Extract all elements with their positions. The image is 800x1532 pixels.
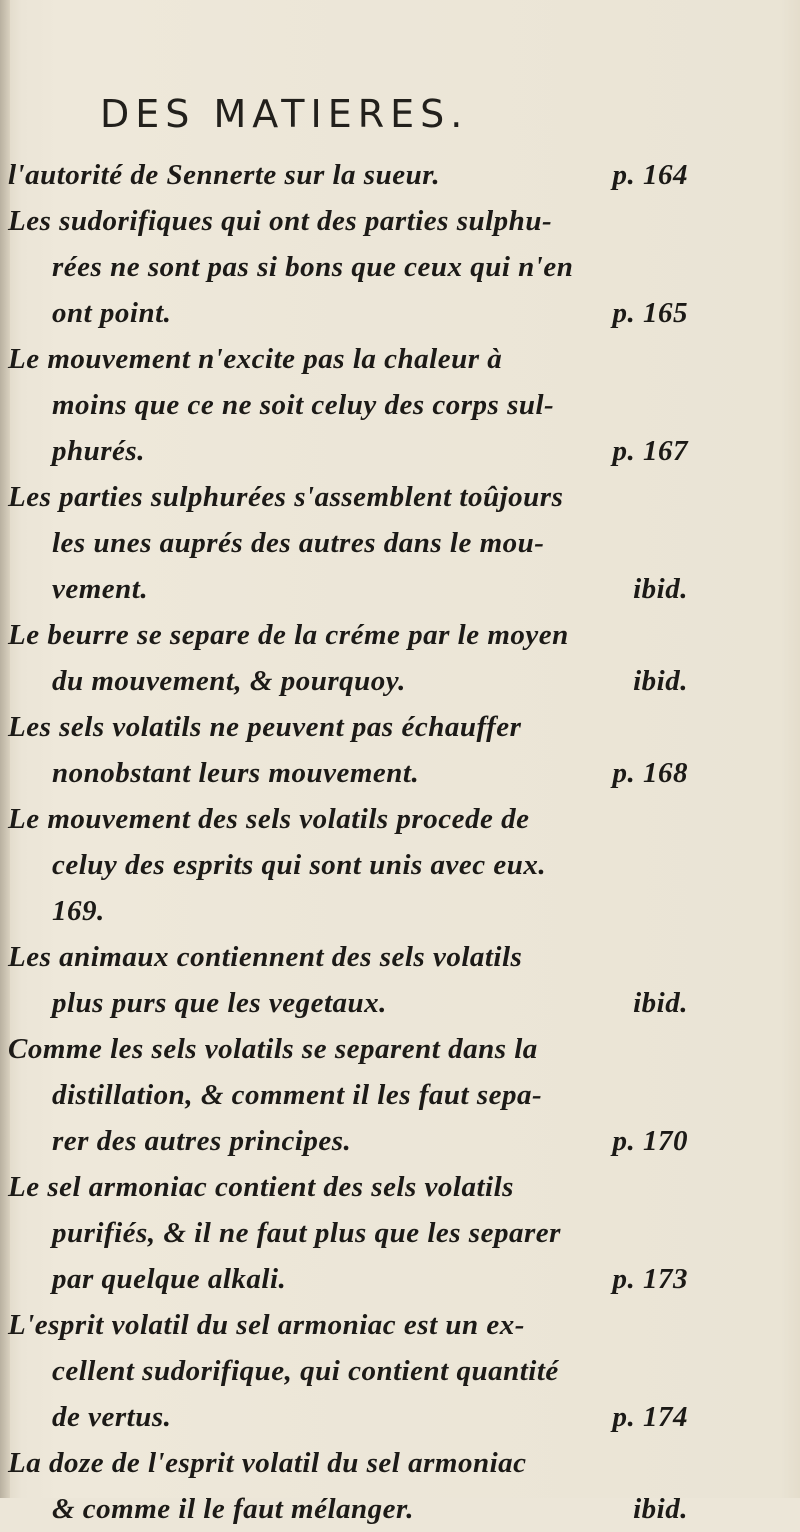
index-entry [8, 198, 788, 336]
index-entry [8, 1026, 788, 1164]
index-entry-line [8, 1394, 788, 1440]
page-header: DES MATIERES. [100, 92, 469, 136]
page-reference: p. 164 [612, 159, 688, 191]
page-reference: p. 173 [612, 1263, 688, 1295]
index-entry-text: du mouvement, & pourquoy. [52, 665, 406, 697]
index-entry-text: Les animaux contiennent des sels volatils [8, 941, 523, 973]
page-reference: p. 170 [612, 1125, 688, 1157]
index-entry-text: cellent sudorifique, qui contient quantité [52, 1355, 559, 1387]
index-entry-line [8, 566, 788, 612]
index-entry-line [8, 1210, 788, 1256]
index-entry-text: L'esprit volatil du sel armoniac est un ex- [8, 1309, 525, 1341]
index-entry-line [8, 428, 788, 474]
index-entry-line [8, 474, 788, 520]
index-entry-line [8, 750, 788, 796]
index-entry-text: Le mouvement des sels volatils procede de [8, 803, 530, 835]
index-entry-line [8, 1348, 788, 1394]
index-entry-text: l'autorité de Sennerte sur la sueur. [8, 159, 441, 191]
index-entry-text: Comme les sels volatils se separent dans la [8, 1033, 538, 1065]
index-entry-text: Les sels volatils ne peuvent pas échauffer [8, 711, 522, 743]
index-entry-text: Les parties sulphurées s'assemblent toûjours [8, 481, 564, 513]
index-entry-text: de vertus. [52, 1401, 172, 1433]
index-entry-text: plus purs que les vegetaux. [52, 987, 387, 1019]
index-entry-text: Le mouvement n'excite pas la chaleur à [8, 343, 503, 375]
page-reference: p. 174 [612, 1401, 688, 1433]
index-entry-line [8, 382, 788, 428]
index-entry-line [8, 1440, 788, 1486]
index-entry-line [8, 796, 788, 842]
index-entry-line [8, 520, 788, 566]
index-entry-line [8, 1302, 788, 1348]
index-entry-line [8, 612, 788, 658]
index-entry-text: vement. [52, 573, 149, 605]
page-reference: ibid. [633, 987, 688, 1019]
page-reference: p. 167 [612, 435, 688, 467]
index-entry [8, 474, 788, 612]
index-entry-text: celuy des esprits qui sont unis avec eux. [52, 849, 547, 881]
page-reference: p. 168 [612, 757, 688, 789]
index-entry-text: rées ne sont pas si bons que ceux qui n'en [52, 251, 574, 283]
index-entry-line [8, 336, 788, 382]
index-entry-line [8, 1072, 788, 1118]
index-entries [8, 152, 788, 1532]
page-reference: ibid. [633, 665, 688, 697]
index-entry-line [8, 244, 788, 290]
page-reference: p. 165 [612, 297, 688, 329]
index-entry-text: moins que ce ne soit celuy des corps sul- [52, 389, 555, 421]
index-entry-line [8, 1026, 788, 1072]
index-entry-text: rer des autres principes. [52, 1125, 352, 1157]
index-entry [8, 1440, 788, 1532]
index-entry-text: nonobstant leurs mouvement. [52, 757, 420, 789]
index-entry [8, 152, 788, 198]
index-entry [8, 1302, 788, 1440]
index-entry-text: Les sudorifiques qui ont des parties sulphu- [8, 205, 553, 237]
page-reference: ibid. [633, 573, 688, 605]
index-entry-text: La doze de l'esprit volatil du sel armoniac [8, 1447, 527, 1479]
index-entry-line [8, 290, 788, 336]
index-entry-line [8, 658, 788, 704]
index-entry-text: ont point. [52, 297, 172, 329]
index-entry-line [8, 888, 788, 934]
index-entry-line [8, 980, 788, 1026]
index-entry-text: par quelque alkali. [52, 1263, 287, 1295]
index-entry-line [8, 704, 788, 750]
index-entry [8, 336, 788, 474]
page-reference: ibid. [633, 1493, 688, 1525]
index-entry-text: les unes auprés des autres dans le mou- [52, 527, 545, 559]
index-entry-line [8, 1118, 788, 1164]
index-entry [8, 704, 788, 796]
index-entry-text: Le sel armoniac contient des sels volatils [8, 1171, 514, 1203]
index-entry-line [8, 198, 788, 244]
index-entry-line [8, 1164, 788, 1210]
index-entry-text: & comme il le faut mélanger. [52, 1493, 414, 1525]
index-entry [8, 796, 788, 934]
index-entry-line [8, 152, 788, 198]
index-entry-line [8, 1486, 788, 1532]
index-entry-text: 169. [52, 895, 105, 927]
index-entry-line [8, 1256, 788, 1302]
index-entry-line [8, 842, 788, 888]
index-entry [8, 934, 788, 1026]
index-entry-line [8, 934, 788, 980]
index-entry-text: purifiés, & il ne faut plus que les separer [52, 1217, 561, 1249]
index-entry [8, 1164, 788, 1302]
index-entry [8, 612, 788, 704]
index-entry-text: Le beurre se separe de la créme par le moyen [8, 619, 569, 651]
index-entry-text: phurés. [52, 435, 145, 467]
index-entry-text: distillation, & comment il les faut sepa- [52, 1079, 543, 1111]
